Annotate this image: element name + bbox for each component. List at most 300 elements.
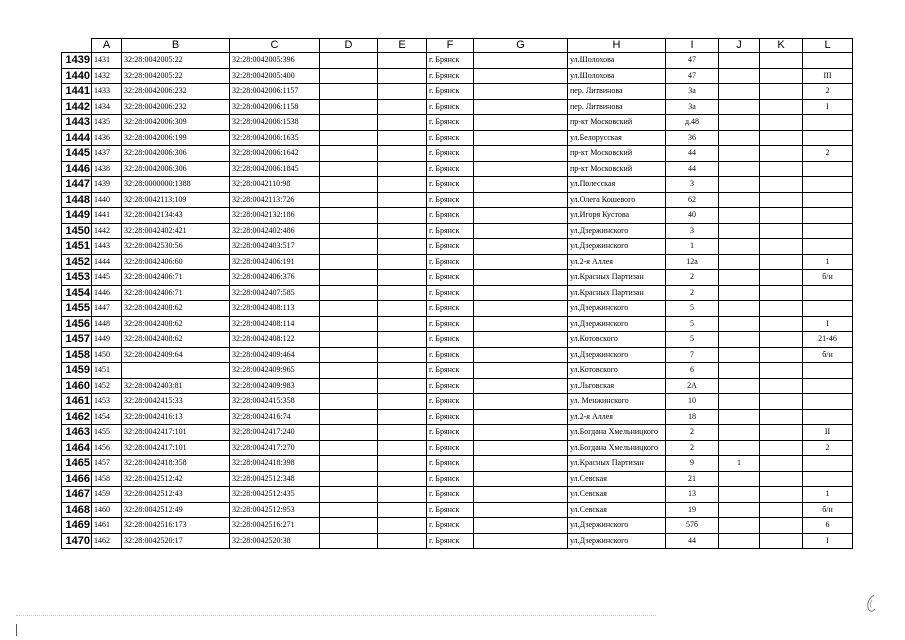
cell-b[interactable]: 32:28:0042520:17	[122, 533, 230, 549]
column-header-d[interactable]: D	[320, 39, 378, 53]
cell-l[interactable]	[803, 115, 853, 131]
cell-e[interactable]	[378, 440, 427, 456]
cell-j[interactable]	[719, 301, 760, 317]
cell-g[interactable]	[474, 316, 568, 332]
cell-i[interactable]: 47	[666, 68, 719, 84]
cell-a[interactable]: 1447	[92, 301, 122, 317]
row-number[interactable]	[62, 518, 92, 534]
cell-b[interactable]: 32:28:0042409:64	[122, 347, 230, 363]
cell-h[interactable]: ул.Котовского	[568, 363, 666, 379]
cell-a[interactable]: 1446	[92, 285, 122, 301]
cell-c[interactable]: 32:28:0042402:486	[230, 223, 320, 239]
cell-d[interactable]	[320, 285, 378, 301]
row-number[interactable]	[62, 270, 92, 286]
cell-b[interactable]	[122, 363, 230, 379]
cell-f[interactable]: г. Брянск	[427, 208, 474, 224]
cell-d[interactable]	[320, 502, 378, 518]
cell-f[interactable]: г. Брянск	[427, 84, 474, 100]
cell-e[interactable]	[378, 363, 427, 379]
cell-d[interactable]	[320, 130, 378, 146]
cell-g[interactable]	[474, 394, 568, 410]
cell-i[interactable]: 5	[666, 332, 719, 348]
cell-l[interactable]	[803, 363, 853, 379]
cell-a[interactable]: 1461	[92, 518, 122, 534]
cell-k[interactable]	[760, 146, 803, 162]
cell-d[interactable]	[320, 146, 378, 162]
cell-b[interactable]: 32:28:0042403:81	[122, 378, 230, 394]
cell-g[interactable]	[474, 208, 568, 224]
cell-l[interactable]	[803, 177, 853, 193]
cell-k[interactable]	[760, 301, 803, 317]
cell-e[interactable]	[378, 53, 427, 69]
cell-g[interactable]	[474, 53, 568, 69]
cell-a[interactable]: 1448	[92, 316, 122, 332]
cell-j[interactable]	[719, 84, 760, 100]
row-number[interactable]	[62, 99, 92, 115]
cell-b[interactable]: 32:28:0042512:43	[122, 487, 230, 503]
cell-g[interactable]	[474, 409, 568, 425]
row-number[interactable]	[62, 161, 92, 177]
cell-f[interactable]: г. Брянск	[427, 502, 474, 518]
cell-h[interactable]: пр-кт Московский	[568, 146, 666, 162]
cell-c[interactable]: 32:28:0042512:435	[230, 487, 320, 503]
cell-f[interactable]: г. Брянск	[427, 316, 474, 332]
cell-i[interactable]: 3	[666, 177, 719, 193]
cell-b[interactable]: 32:28:0042408:62	[122, 301, 230, 317]
cell-l[interactable]	[803, 208, 853, 224]
cell-f[interactable]: г. Брянск	[427, 270, 474, 286]
cell-i[interactable]: 62	[666, 192, 719, 208]
cell-c[interactable]: 32:28:0042407:585	[230, 285, 320, 301]
cell-h[interactable]: ул.2-я Аллея	[568, 254, 666, 270]
cell-g[interactable]	[474, 487, 568, 503]
cell-h[interactable]: ул.Шолохова	[568, 53, 666, 69]
cell-h[interactable]: ул.Севская	[568, 487, 666, 503]
cell-e[interactable]	[378, 301, 427, 317]
cell-e[interactable]	[378, 471, 427, 487]
cell-j[interactable]	[719, 347, 760, 363]
cell-k[interactable]	[760, 502, 803, 518]
column-header-k[interactable]: K	[760, 39, 803, 53]
cell-g[interactable]	[474, 99, 568, 115]
cell-l[interactable]	[803, 456, 853, 472]
cell-k[interactable]	[760, 471, 803, 487]
cell-k[interactable]	[760, 316, 803, 332]
cell-f[interactable]: г. Брянск	[427, 177, 474, 193]
cell-e[interactable]	[378, 130, 427, 146]
cell-k[interactable]	[760, 285, 803, 301]
cell-i[interactable]: 7	[666, 347, 719, 363]
cell-h[interactable]: ул.Богдана Хмельницкого	[568, 440, 666, 456]
cell-d[interactable]	[320, 425, 378, 441]
cell-d[interactable]	[320, 487, 378, 503]
cell-c[interactable]: 32:28:0042409:983	[230, 378, 320, 394]
column-header-j[interactable]: J	[719, 39, 760, 53]
cell-g[interactable]	[474, 471, 568, 487]
cell-j[interactable]	[719, 99, 760, 115]
row-number[interactable]	[62, 332, 92, 348]
cell-f[interactable]: г. Брянск	[427, 456, 474, 472]
cell-c[interactable]: 32:28:0042415:358	[230, 394, 320, 410]
cell-c[interactable]: 32:28:0042416:74	[230, 409, 320, 425]
cell-h[interactable]: ул.Игоря Кустова	[568, 208, 666, 224]
cell-b[interactable]: 32:28:0042006:306	[122, 146, 230, 162]
cell-h[interactable]: ул.Дзержинского	[568, 223, 666, 239]
cell-j[interactable]	[719, 487, 760, 503]
cell-j[interactable]	[719, 254, 760, 270]
cell-j[interactable]	[719, 161, 760, 177]
cell-b[interactable]: 32:28:0042006:232	[122, 99, 230, 115]
cell-f[interactable]: г. Брянск	[427, 440, 474, 456]
row-number[interactable]	[62, 394, 92, 410]
cell-i[interactable]: 2	[666, 270, 719, 286]
cell-e[interactable]	[378, 68, 427, 84]
cell-b[interactable]: 32:28:0042516:173	[122, 518, 230, 534]
cell-g[interactable]	[474, 223, 568, 239]
cell-d[interactable]	[320, 394, 378, 410]
cell-j[interactable]	[719, 223, 760, 239]
cell-h[interactable]: ул.Дзержинского	[568, 518, 666, 534]
cell-i[interactable]: 6	[666, 363, 719, 379]
cell-l[interactable]	[803, 239, 853, 255]
cell-b[interactable]: 32:28:0042408:62	[122, 332, 230, 348]
cell-f[interactable]: г. Брянск	[427, 533, 474, 549]
cell-f[interactable]: г. Брянск	[427, 192, 474, 208]
cell-j[interactable]	[719, 68, 760, 84]
cell-a[interactable]: 1432	[92, 68, 122, 84]
row-number[interactable]	[62, 68, 92, 84]
cell-h[interactable]: пер. Литвинова	[568, 99, 666, 115]
cell-i[interactable]: 21	[666, 471, 719, 487]
column-header-i[interactable]: I	[666, 39, 719, 53]
cell-d[interactable]	[320, 440, 378, 456]
cell-k[interactable]	[760, 53, 803, 69]
cell-b[interactable]: 32:28:0042406:60	[122, 254, 230, 270]
cell-b[interactable]: 32:28:0042402:421	[122, 223, 230, 239]
cell-c[interactable]: 32:28:0042006:1635	[230, 130, 320, 146]
cell-a[interactable]: 1442	[92, 223, 122, 239]
cell-c[interactable]: 32:28:0042520:38	[230, 533, 320, 549]
cell-h[interactable]: пер. Литвинова	[568, 84, 666, 100]
row-number[interactable]	[62, 239, 92, 255]
cell-g[interactable]	[474, 502, 568, 518]
cell-f[interactable]: г. Брянск	[427, 425, 474, 441]
cell-a[interactable]: 1452	[92, 378, 122, 394]
cell-d[interactable]	[320, 208, 378, 224]
column-header-f[interactable]: F	[427, 39, 474, 53]
cell-k[interactable]	[760, 378, 803, 394]
cell-e[interactable]	[378, 518, 427, 534]
cell-h[interactable]: пр-кт Московский	[568, 161, 666, 177]
cell-c[interactable]: 32:28:0042005:396	[230, 53, 320, 69]
cell-h[interactable]: ул.Белорусская	[568, 130, 666, 146]
cell-a[interactable]: 1460	[92, 502, 122, 518]
row-number[interactable]	[62, 146, 92, 162]
cell-b[interactable]: 32:28:0000000:1388	[122, 177, 230, 193]
cell-f[interactable]: г. Брянск	[427, 53, 474, 69]
cell-j[interactable]	[719, 378, 760, 394]
cell-k[interactable]	[760, 254, 803, 270]
cell-c[interactable]: 32:28:0042408:114	[230, 316, 320, 332]
cell-a[interactable]: 1457	[92, 456, 122, 472]
cell-d[interactable]	[320, 270, 378, 286]
cell-l[interactable]: III	[803, 68, 853, 84]
cell-a[interactable]: 1439	[92, 177, 122, 193]
cell-b[interactable]: 32:28:0042006:306	[122, 161, 230, 177]
cell-l[interactable]: б/н	[803, 270, 853, 286]
cell-f[interactable]: г. Брянск	[427, 347, 474, 363]
cell-b[interactable]: 32:28:0042417:101	[122, 425, 230, 441]
cell-c[interactable]: 32:28:0042418:398	[230, 456, 320, 472]
cell-l[interactable]	[803, 161, 853, 177]
cell-f[interactable]: г. Брянск	[427, 146, 474, 162]
cell-d[interactable]	[320, 456, 378, 472]
cell-k[interactable]	[760, 115, 803, 131]
cell-e[interactable]	[378, 208, 427, 224]
cell-l[interactable]	[803, 53, 853, 69]
cell-c[interactable]: 32:28:0042132:186	[230, 208, 320, 224]
cell-d[interactable]	[320, 53, 378, 69]
cell-k[interactable]	[760, 347, 803, 363]
cell-e[interactable]	[378, 533, 427, 549]
cell-c[interactable]: 32:28:0042006:1642	[230, 146, 320, 162]
cell-d[interactable]	[320, 332, 378, 348]
cell-i[interactable]: 19	[666, 502, 719, 518]
cell-i[interactable]: 18	[666, 409, 719, 425]
cell-i[interactable]: 2А	[666, 378, 719, 394]
cell-a[interactable]: 1459	[92, 487, 122, 503]
cell-c[interactable]: 32:28:0042516:271	[230, 518, 320, 534]
cell-l[interactable]	[803, 378, 853, 394]
cell-l[interactable]: I	[803, 316, 853, 332]
cell-b[interactable]: 32:28:0042417:101	[122, 440, 230, 456]
cell-a[interactable]: 1458	[92, 471, 122, 487]
cell-j[interactable]	[719, 177, 760, 193]
row-number[interactable]	[62, 316, 92, 332]
cell-e[interactable]	[378, 502, 427, 518]
cell-g[interactable]	[474, 440, 568, 456]
cell-b[interactable]: 32:28:0042006:199	[122, 130, 230, 146]
cell-k[interactable]	[760, 518, 803, 534]
cell-i[interactable]: 3а	[666, 84, 719, 100]
cell-e[interactable]	[378, 487, 427, 503]
cell-c[interactable]: 32:28:0042409:464	[230, 347, 320, 363]
cell-c[interactable]: 32:28:0042110:98	[230, 177, 320, 193]
cell-a[interactable]: 1455	[92, 425, 122, 441]
cell-f[interactable]: г. Брянск	[427, 254, 474, 270]
row-number[interactable]	[62, 502, 92, 518]
cell-d[interactable]	[320, 239, 378, 255]
cell-c[interactable]: 32:28:0042512:953	[230, 502, 320, 518]
cell-j[interactable]	[719, 533, 760, 549]
cell-a[interactable]: 1437	[92, 146, 122, 162]
cell-g[interactable]	[474, 518, 568, 534]
cell-c[interactable]: 32:28:0042006:1157	[230, 84, 320, 100]
cell-i[interactable]: 3а	[666, 99, 719, 115]
cell-l[interactable]	[803, 394, 853, 410]
cell-e[interactable]	[378, 378, 427, 394]
cell-e[interactable]	[378, 394, 427, 410]
cell-a[interactable]: 1456	[92, 440, 122, 456]
cell-g[interactable]	[474, 301, 568, 317]
cell-e[interactable]	[378, 146, 427, 162]
column-header-l[interactable]: L	[803, 39, 853, 53]
cell-c[interactable]: 32:28:0042417:240	[230, 425, 320, 441]
cell-k[interactable]	[760, 161, 803, 177]
cell-a[interactable]: 1433	[92, 84, 122, 100]
cell-a[interactable]: 1438	[92, 161, 122, 177]
cell-i[interactable]: 47	[666, 53, 719, 69]
cell-d[interactable]	[320, 518, 378, 534]
cell-g[interactable]	[474, 347, 568, 363]
cell-k[interactable]	[760, 177, 803, 193]
cell-k[interactable]	[760, 68, 803, 84]
cell-k[interactable]	[760, 270, 803, 286]
cell-c[interactable]: 32:28:0042006:1845	[230, 161, 320, 177]
cell-h[interactable]: ул.Красных Партизан	[568, 456, 666, 472]
cell-a[interactable]: 1434	[92, 99, 122, 115]
cell-i[interactable]: 44	[666, 146, 719, 162]
cell-h[interactable]: ул.Дзержинского	[568, 533, 666, 549]
cell-f[interactable]: г. Брянск	[427, 115, 474, 131]
cell-e[interactable]	[378, 239, 427, 255]
cell-k[interactable]	[760, 332, 803, 348]
cell-g[interactable]	[474, 456, 568, 472]
cell-a[interactable]: 1453	[92, 394, 122, 410]
cell-d[interactable]	[320, 409, 378, 425]
cell-b[interactable]: 32:28:0042530:56	[122, 239, 230, 255]
cell-g[interactable]	[474, 270, 568, 286]
cell-c[interactable]: 32:28:0042005:400	[230, 68, 320, 84]
row-number[interactable]	[62, 363, 92, 379]
cell-f[interactable]: г. Брянск	[427, 394, 474, 410]
cell-i[interactable]: 36	[666, 130, 719, 146]
cell-l[interactable]: I	[803, 99, 853, 115]
cell-b[interactable]: 32:28:0042006:309	[122, 115, 230, 131]
cell-j[interactable]	[719, 316, 760, 332]
cell-h[interactable]: ул.Дзержинского	[568, 239, 666, 255]
cell-i[interactable]: 57б	[666, 518, 719, 534]
cell-a[interactable]: 1450	[92, 347, 122, 363]
cell-c[interactable]: 32:28:0042409:965	[230, 363, 320, 379]
cell-d[interactable]	[320, 177, 378, 193]
cell-j[interactable]	[719, 394, 760, 410]
cell-j[interactable]	[719, 192, 760, 208]
cell-g[interactable]	[474, 239, 568, 255]
cell-h[interactable]: ул.Шолохова	[568, 68, 666, 84]
row-number[interactable]	[62, 130, 92, 146]
cell-k[interactable]	[760, 394, 803, 410]
cell-a[interactable]: 1445	[92, 270, 122, 286]
cell-d[interactable]	[320, 533, 378, 549]
cell-k[interactable]	[760, 208, 803, 224]
cell-i[interactable]: 2	[666, 440, 719, 456]
cell-a[interactable]: 1431	[92, 53, 122, 69]
cell-k[interactable]	[760, 130, 803, 146]
cell-j[interactable]	[719, 53, 760, 69]
cell-j[interactable]	[719, 518, 760, 534]
cell-d[interactable]	[320, 192, 378, 208]
cell-h[interactable]: ул.2-я Аллея	[568, 409, 666, 425]
cell-d[interactable]	[320, 84, 378, 100]
cell-a[interactable]: 1451	[92, 363, 122, 379]
cell-a[interactable]: 1436	[92, 130, 122, 146]
cell-j[interactable]	[719, 239, 760, 255]
cell-g[interactable]	[474, 68, 568, 84]
cell-k[interactable]	[760, 99, 803, 115]
cell-g[interactable]	[474, 192, 568, 208]
cell-l[interactable]: 2	[803, 84, 853, 100]
cell-g[interactable]	[474, 363, 568, 379]
cell-b[interactable]: 32:28:0042512:49	[122, 502, 230, 518]
cell-h[interactable]: ул.Красных Партизан	[568, 270, 666, 286]
cell-a[interactable]: 1440	[92, 192, 122, 208]
row-number[interactable]	[62, 301, 92, 317]
cell-i[interactable]: 1	[666, 239, 719, 255]
column-header-b[interactable]: B	[122, 39, 230, 53]
cell-h[interactable]: ул.Льговская	[568, 378, 666, 394]
cell-d[interactable]	[320, 99, 378, 115]
cell-h[interactable]: ул. Менжинского	[568, 394, 666, 410]
cell-a[interactable]: 1449	[92, 332, 122, 348]
cell-l[interactable]: 1	[803, 254, 853, 270]
cell-f[interactable]: г. Брянск	[427, 130, 474, 146]
cell-a[interactable]: 1435	[92, 115, 122, 131]
row-number[interactable]	[62, 425, 92, 441]
cell-l[interactable]	[803, 471, 853, 487]
cell-h[interactable]: ул.Полесская	[568, 177, 666, 193]
cell-h[interactable]: ул.Красных Партизан	[568, 285, 666, 301]
cell-f[interactable]: г. Брянск	[427, 487, 474, 503]
cell-j[interactable]	[719, 270, 760, 286]
cell-e[interactable]	[378, 332, 427, 348]
cell-i[interactable]: 44	[666, 533, 719, 549]
cell-f[interactable]: г. Брянск	[427, 363, 474, 379]
cell-f[interactable]: г. Брянск	[427, 471, 474, 487]
cell-l[interactable]: II	[803, 425, 853, 441]
cell-g[interactable]	[474, 533, 568, 549]
cell-e[interactable]	[378, 456, 427, 472]
cell-e[interactable]	[378, 192, 427, 208]
cell-b[interactable]: 32:28:0042416:13	[122, 409, 230, 425]
row-number[interactable]	[62, 192, 92, 208]
cell-k[interactable]	[760, 363, 803, 379]
column-header-g[interactable]: G	[474, 39, 568, 53]
cell-l[interactable]: 2	[803, 146, 853, 162]
cell-d[interactable]	[320, 471, 378, 487]
row-number[interactable]	[62, 53, 92, 69]
cell-j[interactable]	[719, 409, 760, 425]
cell-i[interactable]: 9	[666, 456, 719, 472]
row-number[interactable]	[62, 254, 92, 270]
cell-c[interactable]: 32:28:0042403:517	[230, 239, 320, 255]
cell-i[interactable]: 13	[666, 487, 719, 503]
cell-g[interactable]	[474, 285, 568, 301]
cell-f[interactable]: г. Брянск	[427, 68, 474, 84]
cell-c[interactable]: 32:28:0042006:1158	[230, 99, 320, 115]
row-number[interactable]	[62, 223, 92, 239]
cell-h[interactable]: пр-кт Московский	[568, 115, 666, 131]
cell-l[interactable]	[803, 301, 853, 317]
cell-d[interactable]	[320, 347, 378, 363]
cell-h[interactable]: ул.Севская	[568, 471, 666, 487]
cell-e[interactable]	[378, 84, 427, 100]
cell-c[interactable]: 32:28:0042006:1538	[230, 115, 320, 131]
cell-d[interactable]	[320, 363, 378, 379]
cell-c[interactable]: 32:28:0042512:348	[230, 471, 320, 487]
cell-i[interactable]: 2	[666, 285, 719, 301]
cell-j[interactable]	[719, 208, 760, 224]
